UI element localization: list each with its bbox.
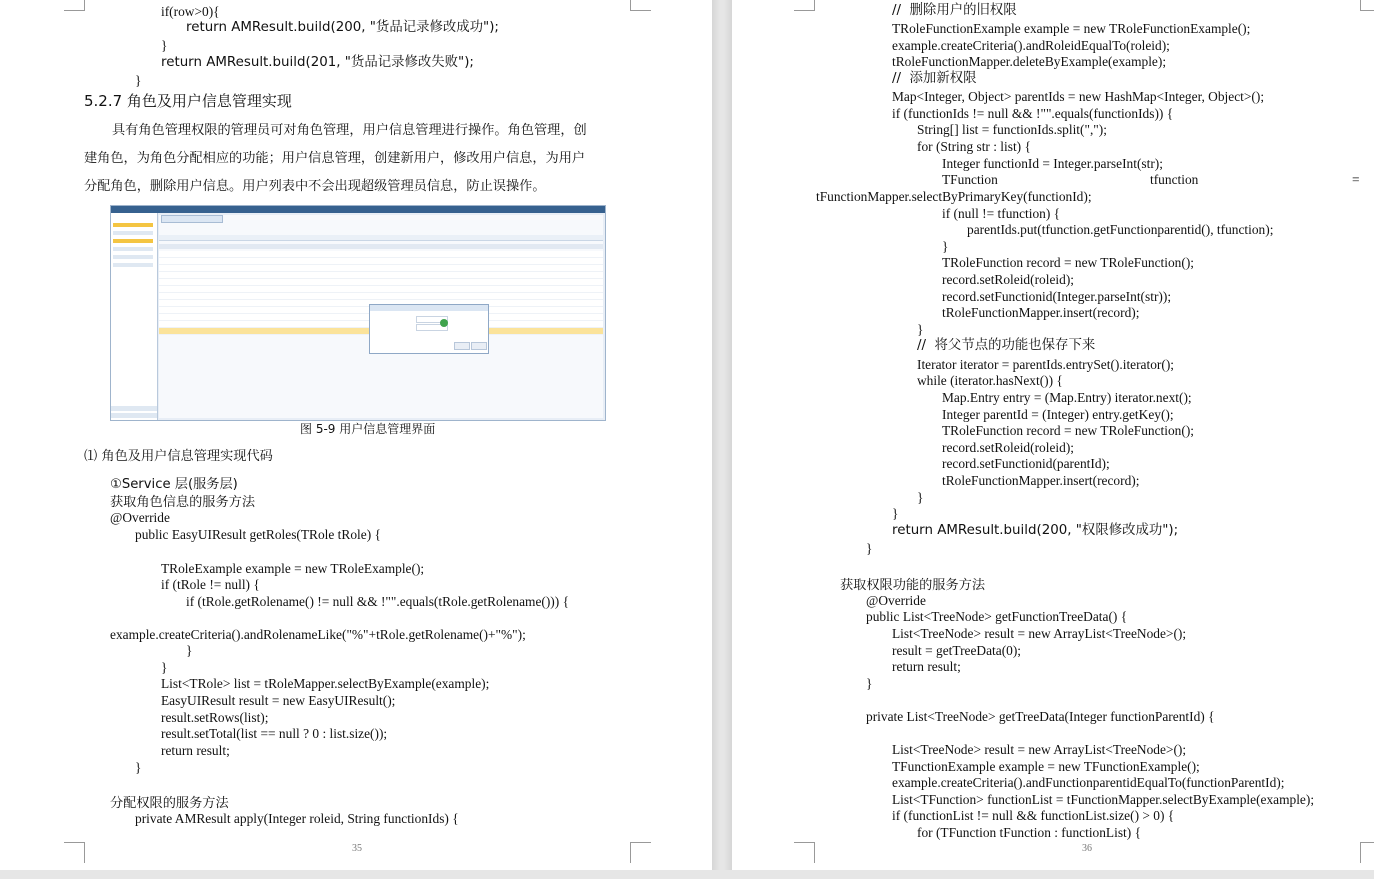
code-line: example.createCriteria().andFunctionparentidEqualTo(functionParentId); — [892, 775, 1285, 790]
code-line: record.setFunctionid(Integer.parseInt(str)); — [942, 289, 1172, 304]
service-label: ①Service 层(服务层) — [110, 477, 238, 492]
code-line: tRoleFunctionMapper.insert(record); — [942, 473, 1140, 488]
crop-mark — [630, 842, 651, 863]
code-line: if (tRole != null) { — [161, 577, 260, 592]
code-line: example.createCriteria().andRoleidEqualTo(roleid); — [892, 38, 1170, 53]
code-line: } — [917, 490, 924, 505]
code-line: if (functionIds != null && !"".equals(functionIds)) { — [892, 106, 1174, 121]
sidebar-item — [113, 247, 153, 251]
code-line: return result; — [892, 659, 961, 674]
code-line: record.setFunctionid(parentId); — [942, 456, 1110, 471]
sidebar-item — [113, 239, 153, 243]
code-line: TRoleExample example = new TRoleExample(); — [161, 561, 425, 576]
table-row — [159, 279, 603, 286]
code-line: result = getTreeData(0); — [892, 643, 1022, 658]
code-line: if (functionList != null && functionList.size() > 0) { — [892, 808, 1175, 823]
app-sidebar — [111, 213, 158, 420]
code-line: Map.Entry entry = (Map.Entry) iterator.next(); — [942, 390, 1192, 405]
page-gap — [712, 0, 732, 879]
code-line: Iterator iterator = parentIds.entrySet().iterator(); — [917, 357, 1175, 372]
paragraph-line: 建角色，为角色分配相应的功能；用户信息管理，创建新用户，修改用户信息，为用户 — [84, 151, 586, 166]
table-row — [159, 293, 603, 300]
crop-mark — [1360, 0, 1374, 11]
code-line: } — [186, 643, 193, 658]
code-line: = — [1352, 172, 1360, 187]
code-line: List<TRole> list = tRoleMapper.selectByExample(example); — [161, 676, 490, 691]
subsection-heading: ⑴ 角色及用户信息管理实现代码 — [84, 449, 273, 464]
table-row — [159, 265, 603, 272]
code-line: result.setTotal(list == null ? 0 : list.size()); — [161, 726, 388, 741]
code-comment: // 删除用户的旧权限 — [892, 3, 1017, 18]
page-bottom-gap — [0, 870, 1374, 879]
code-line: } — [917, 322, 924, 337]
code-line: EasyUIResult result = new EasyUIResult(); — [161, 693, 396, 708]
code-line: private List<TreeNode> getTreeData(Integer functionParentId) { — [866, 709, 1215, 724]
user-management-screenshot — [110, 205, 606, 421]
crop-mark — [64, 842, 85, 863]
code-line: TRoleFunctionExample example = new TRoleFunctionExample(); — [892, 21, 1251, 36]
sidebar-item — [113, 255, 153, 259]
code-line: Integer functionId = Integer.parseInt(str); — [942, 156, 1163, 171]
code-line: parentIds.put(tfunction.getFunctionparentid(), tfunction); — [967, 222, 1274, 237]
code-line: Integer parentId = (Integer) entry.getKey(); — [942, 407, 1174, 422]
code-line: TRoleFunction record = new TRoleFunction(); — [942, 255, 1195, 270]
app-tab — [161, 215, 223, 223]
code-line: } — [866, 541, 873, 556]
dialog-title-bar — [370, 305, 488, 311]
ok-indicator-icon — [440, 319, 448, 327]
code-line: return AMResult.build(201, "货品记录修改失败"); — [161, 55, 474, 70]
app-toolbar — [159, 235, 603, 241]
crop-mark — [794, 842, 815, 863]
sidebar-item — [113, 231, 153, 235]
code-line: List<TreeNode> result = new ArrayList<TreeNode>(); — [892, 626, 1187, 641]
paragraph-line: 具有角色管理权限的管理员可对角色管理，用户信息管理进行操作。角色管理，创 — [112, 123, 587, 138]
crop-mark — [630, 0, 651, 11]
code-line: TFunction — [942, 172, 998, 187]
code-line: } — [161, 660, 168, 675]
code-line: result.setRows(list); — [161, 710, 269, 725]
code-line: private AMResult apply(Integer roleid, String functionIds) { — [135, 811, 459, 826]
code-line: tRoleFunctionMapper.insert(record); — [942, 305, 1140, 320]
page-number: 36 — [1082, 843, 1092, 854]
code-line: example.createCriteria().andRolenameLike("%"+tRole.getRolename()+"%"); — [110, 627, 526, 642]
code-line: if(row>0){ — [161, 4, 220, 19]
code-line: return AMResult.build(200, "货品记录修改成功"); — [186, 20, 499, 35]
code-line: } — [892, 506, 899, 521]
sidebar-footer — [111, 406, 157, 411]
code-line: tRoleFunctionMapper.deleteByExample(example); — [892, 54, 1167, 69]
table-row — [159, 272, 603, 279]
code-line: Map<Integer, Object> parentIds = new HashMap<Integer, Object>(); — [892, 89, 1265, 104]
apply-label: 分配权限的服务方法 — [110, 796, 229, 811]
table-row — [159, 251, 603, 258]
code-line: TFunctionExample example = new TFunctionExample(); — [892, 759, 1200, 774]
code-line: } — [866, 676, 873, 691]
sidebar-item — [113, 223, 153, 227]
code-line: List<TFunction> functionList = tFunctionMapper.selectByExample(example); — [892, 792, 1315, 807]
code-comment: // 添加新权限 — [892, 71, 977, 86]
code-line: @Override — [110, 510, 170, 525]
crop-mark — [794, 0, 815, 11]
table-row — [159, 258, 603, 265]
crop-mark — [64, 0, 85, 11]
code-line: public EasyUIResult getRoles(TRole tRole) { — [135, 527, 381, 542]
table-row — [159, 286, 603, 293]
dialog-cancel-button — [471, 342, 487, 350]
code-line: } — [161, 38, 168, 53]
code-line: return AMResult.build(200, "权限修改成功"); — [892, 523, 1179, 538]
code-line: tFunctionMapper.selectByPrimaryKey(functionId); — [816, 189, 1092, 204]
sidebar-footer — [111, 413, 157, 418]
edit-dialog — [369, 304, 489, 354]
code-line: while (iterator.hasNext()) { — [917, 373, 1063, 388]
code-line: if (tRole.getRolename() != null && !"".equals(tRole.getRolename())) { — [186, 594, 569, 609]
code-line: String[] list = functionIds.split(","); — [917, 122, 1107, 137]
code-line: for (TFunction tFunction : functionList) { — [917, 825, 1141, 840]
page-36 — [732, 0, 1374, 872]
code-line: tfunction — [1150, 172, 1199, 187]
code-line: return result; — [161, 743, 230, 758]
get-roles-label: 获取角色信息的服务方法 — [110, 495, 256, 510]
tree-method-label: 获取权限功能的服务方法 — [840, 578, 986, 593]
app-main-panel — [159, 215, 603, 418]
code-line: TRoleFunction record = new TRoleFunction(); — [942, 423, 1195, 438]
code-line: @Override — [866, 593, 926, 608]
code-line: if (null != tfunction) { — [942, 206, 1061, 221]
code-comment: // 将父节点的功能也保存下来 — [917, 338, 1096, 353]
sidebar-item — [113, 263, 153, 267]
app-title-bar — [111, 206, 605, 213]
code-line: record.setRoleid(roleid); — [942, 272, 1074, 287]
crop-mark — [1360, 842, 1374, 863]
code-line: public List<TreeNode> getFunctionTreeData() { — [866, 609, 1128, 624]
table-header — [159, 244, 603, 249]
code-line: } — [942, 239, 949, 254]
code-line: for (String str : list) { — [917, 139, 1031, 154]
figure-caption: 图 5-9 用户信息管理界面 — [300, 422, 436, 436]
code-line: } — [135, 760, 142, 775]
code-line: } — [135, 73, 142, 88]
page-number: 35 — [352, 843, 362, 854]
code-line: List<TreeNode> result = new ArrayList<TreeNode>(); — [892, 742, 1187, 757]
section-heading: 5.2.7 角色及用户信息管理实现 — [84, 92, 292, 110]
paragraph-line: 分配角色，删除用户信息。用户列表中不会出现超级管理员信息，防止误操作。 — [84, 179, 546, 194]
dialog-save-button — [454, 342, 470, 350]
code-line: record.setRoleid(roleid); — [942, 440, 1074, 455]
